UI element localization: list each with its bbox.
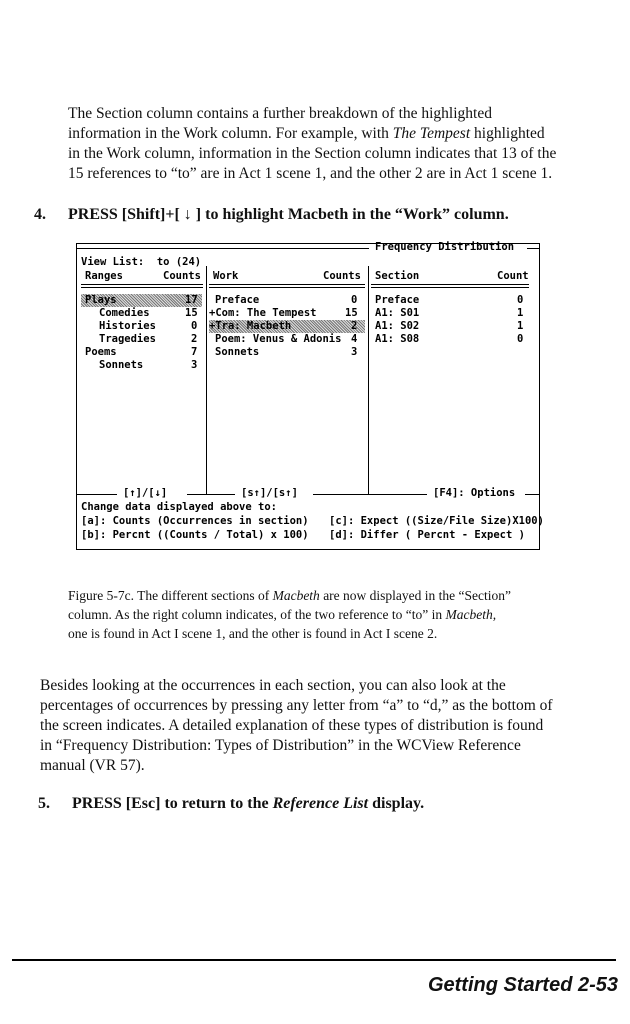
change-data-label: Change data displayed above to: [81, 501, 277, 513]
caption-line: one is found in Act I scene 1, and the other is found in Act I scene 2. [68, 626, 438, 641]
caption-line: column. As the right column indicates, of the two reference to “to” in Macbeth, [68, 607, 497, 622]
intro-italic: The Tempest [392, 125, 471, 142]
body-line: the screen indicates. A detailed explanation of these types of distribution is found [40, 717, 544, 734]
option-b[interactable]: [b]: Percnt ((Counts / Total) x 100) [81, 529, 309, 541]
body-line: percentages of occurrences by pressing any letter from “a” to “d,” as the bottom of [40, 697, 553, 714]
step-text: PRESS [Shift]+[ ↓ ] to highlight Macbeth in the “Work” column. [68, 206, 509, 223]
section-count: 0 [517, 333, 524, 345]
body-paragraph [40, 676, 620, 776]
ranges-label[interactable]: Comedies [99, 307, 150, 319]
view-list-label: View List: to (24) [81, 256, 202, 268]
option-d[interactable]: [d]: Differ ( Percnt - Expect ) [329, 529, 525, 541]
nav-options-key: [F4]: Options [433, 487, 516, 499]
header-rule [209, 287, 365, 288]
nav-shift-keys: [s↑]/[s↑] [241, 487, 298, 499]
nav-rule [313, 494, 427, 495]
count-header: Count [497, 270, 529, 282]
work-label[interactable]: Sonnets [215, 346, 260, 358]
intro-line: in the Work column, information in the Section column indicates that 13 of the [68, 145, 557, 162]
frequency-distribution-screen [76, 241, 544, 550]
ranges-label[interactable]: Poems [85, 346, 117, 358]
top-rule-end [527, 248, 540, 249]
body-line: in “Frequency Distribution: Types of Distribution” in the WCView Reference [40, 737, 521, 754]
work-count: 3 [351, 346, 358, 358]
ranges-count: 0 [191, 320, 198, 332]
intro-paragraph [68, 104, 618, 184]
step-number: 4. [34, 206, 46, 223]
body-line: manual (VR 57). [40, 757, 145, 774]
ranges-count: 3 [191, 359, 198, 371]
footer-rule [12, 959, 616, 961]
counts-header: Counts [163, 270, 201, 282]
section-label[interactable]: A1: S08 [375, 333, 420, 345]
option-a[interactable]: [a]: Counts (Occurrences in section) [81, 515, 309, 527]
ranges-count: 15 [185, 307, 198, 319]
header-rule [81, 284, 203, 285]
ranges-count: 7 [191, 346, 198, 358]
section-count: 1 [517, 320, 524, 332]
figure-caption [68, 586, 608, 643]
column-divider [206, 266, 207, 494]
ranges-label[interactable]: Sonnets [99, 359, 144, 371]
work-count: 2 [351, 320, 358, 332]
work-label[interactable]: Poem: Venus & Adonis [215, 333, 342, 345]
work-count: 4 [351, 333, 358, 345]
screen-title: Frequency Distribution [375, 241, 515, 253]
section-count: 1 [517, 307, 524, 319]
section-label[interactable]: A1: S01 [375, 307, 420, 319]
ranges-label: Plays [85, 294, 117, 306]
intro-line: The Section column contains a further breakdown of the highlighted [68, 105, 492, 122]
page-footer: Getting Started 2-53 [427, 974, 618, 996]
column-divider [368, 266, 369, 494]
ranges-count: 17 [185, 294, 198, 306]
nav-updown-keys: [↑]/[↓] [123, 487, 168, 499]
header-rule [81, 287, 203, 288]
intro-line: 15 references to “to” are in Act 1 scene 1, and the other 2 are in Act 1 scene 1. [68, 165, 553, 182]
work-counts-header: Counts [323, 270, 361, 282]
section-count: 0 [517, 294, 524, 306]
ranges-label[interactable]: Histories [99, 320, 156, 332]
work-label: +Tra: Macbeth [209, 320, 292, 332]
header-rule [371, 284, 529, 285]
section-label[interactable]: Preface [375, 294, 420, 306]
option-c[interactable]: [c]: Expect ((Size/File Size)X100) [329, 515, 544, 527]
work-label[interactable]: Preface [215, 294, 260, 306]
body-line: Besides looking at the occurrences in each section, you can also look at the [40, 677, 506, 694]
work-count: 15 [345, 307, 358, 319]
caption-line: Figure 5-7c. The different sections of Macbeth are now displayed in the “Section” [68, 588, 512, 603]
work-header: Work [213, 270, 239, 282]
nav-rule [525, 494, 540, 495]
section-header: Section [375, 270, 420, 282]
header-rule [209, 284, 365, 285]
ranges-label[interactable]: Tragedies [99, 333, 156, 345]
step-5: 5. PRESS [Esc] to return to the Reference List display. [38, 795, 425, 812]
header-rule [371, 287, 529, 288]
top-rule [77, 248, 369, 249]
work-label[interactable]: +Com: The Tempest [209, 307, 317, 319]
ranges-count: 2 [191, 333, 198, 345]
nav-rule [187, 494, 235, 495]
section-label[interactable]: A1: S02 [375, 320, 420, 332]
intro-line: information in the Work column. For example, with The Tempest highlighted [68, 125, 545, 142]
nav-rule [77, 494, 117, 495]
work-count: 0 [351, 294, 358, 306]
ranges-header: Ranges [85, 270, 123, 282]
step-4 [34, 205, 509, 225]
step-number: 5. [38, 795, 50, 812]
